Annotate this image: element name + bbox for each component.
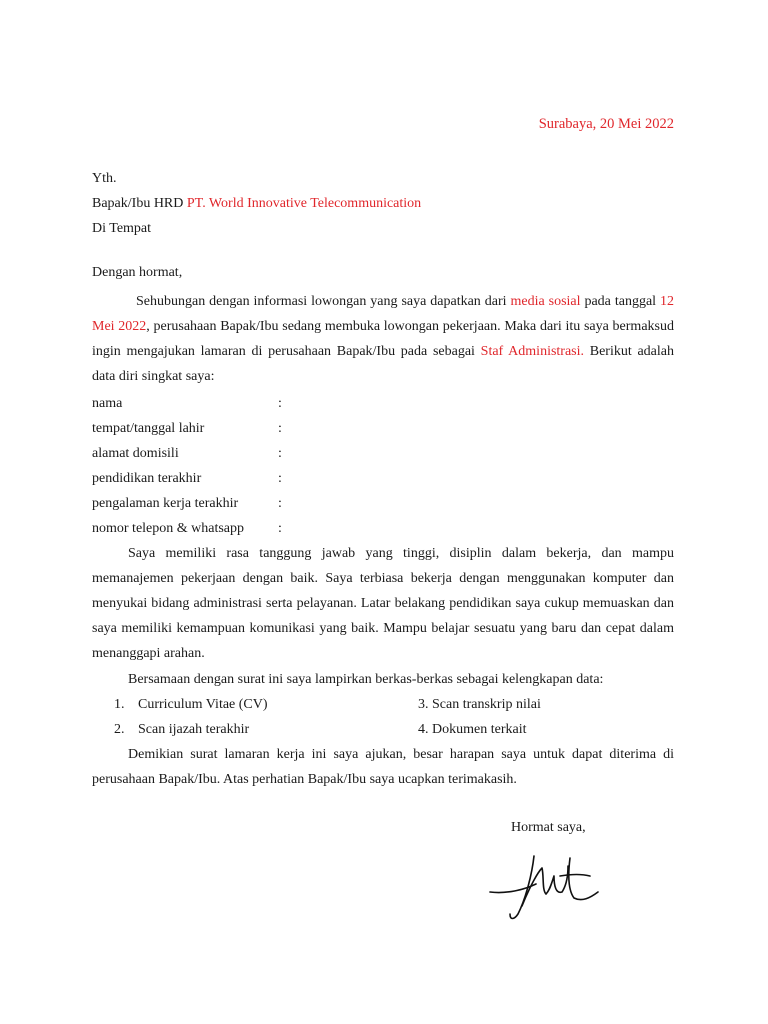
bio-label: nama (92, 396, 123, 411)
bio-label: nomor telepon & whatsapp (92, 521, 245, 536)
bio-row (92, 441, 282, 466)
attachments-intro-text: Bersamaan dengan surat ini saya lampirkan berkas-berkas sebagai kelengkapan data: (128, 672, 604, 687)
bio-colon: : (278, 521, 282, 536)
bio-colon: : (278, 421, 282, 436)
bio-label: pendidikan terakhir (92, 471, 202, 486)
closing-salutation: Hormat saya, (511, 820, 586, 835)
item-number: 1. (114, 697, 125, 712)
bio-row (92, 516, 282, 541)
bio-row (92, 416, 282, 441)
closing-text: Demikian surat lamaran kerja ini saya ajukan, besar harapan saya untuk dapat diterima di perusahaan Bapak/Ibu. Atas perhatian Bapak/Ibu saya ucapkan terimakasih. (92, 747, 674, 787)
company-name: PT. World Innovative Telecommunication (186, 196, 422, 211)
bio-colon: : (278, 496, 282, 511)
date-highlight: 12 Mei 2022 (92, 294, 674, 334)
signature-icon (486, 846, 606, 926)
item-number: 2. (114, 722, 125, 737)
bio-row (92, 491, 282, 516)
recipient-block (92, 166, 421, 241)
paragraph-attachments-intro (92, 667, 674, 692)
intro-text-2: pada tanggal (580, 294, 660, 309)
position-highlight: Staf Administrasi. (480, 344, 585, 359)
intro-text-1: Sehubungan dengan informasi lowongan yang saya dapatkan dari (136, 294, 511, 309)
intro-text-3: , perusahaan Bapak/Ibu sedang membuka lowongan pekerjaan. Maka dari itu saya bermaksud ingin mengajukan lamaran di perusahaan Bapak/Ibu pada sebagai (92, 319, 674, 359)
bio-label: pengalaman kerja terakhir (92, 496, 239, 511)
recipient-line-yth: Yth. (92, 171, 117, 186)
attachment-left: Curriculum Vitae (CV) (138, 697, 268, 712)
source-highlight: media sosial (510, 294, 581, 309)
personal-data-list (92, 391, 282, 541)
paragraph-qualities (92, 541, 674, 666)
bio-colon: : (278, 396, 282, 411)
bio-row (92, 391, 282, 416)
qualities-text: Saya memiliki rasa tanggung jawab yang tinggi, disiplin dalam bekerja, dan mampu memanajemen pekerjaan dengan baik. Saya terbiasa bekerja dengan menggunakan komputer dan menyukai bidang administrasi serta pelayanan. Latar belakang pendidikan saya cukup memuaskan dan saya memiliki kemampuan komunikasi yang baik. Mampu belajar sesuatu yang baru dan cepat dalam menanggapi arahan. (92, 546, 674, 661)
bio-colon: : (278, 446, 282, 461)
list-item (114, 717, 541, 742)
bio-label: alamat domisili (92, 446, 179, 461)
attachment-right: 4. Dokumen terkait (418, 722, 527, 737)
bio-colon: : (278, 471, 282, 486)
list-item (114, 692, 541, 717)
recipient-line-hrd (92, 191, 421, 216)
attachment-left: Scan ijazah terakhir (138, 722, 250, 737)
bio-row (92, 466, 282, 491)
attachment-right: 3. Scan transkrip nilai (418, 697, 541, 712)
greeting: Dengan hormat, (92, 265, 183, 280)
place-date: Surabaya, 20 Mei 2022 (538, 116, 674, 132)
attachments-list (114, 692, 541, 742)
recipient-prefix: Bapak/Ibu HRD (92, 196, 187, 211)
paragraph-intro (92, 289, 674, 389)
bio-label: tempat/tanggal lahir (92, 421, 205, 436)
paragraph-closing (92, 742, 674, 792)
recipient-line-place: Di Tempat (92, 221, 152, 236)
intro-text-4: Berikut adalah data diri singkat saya: (92, 344, 674, 384)
